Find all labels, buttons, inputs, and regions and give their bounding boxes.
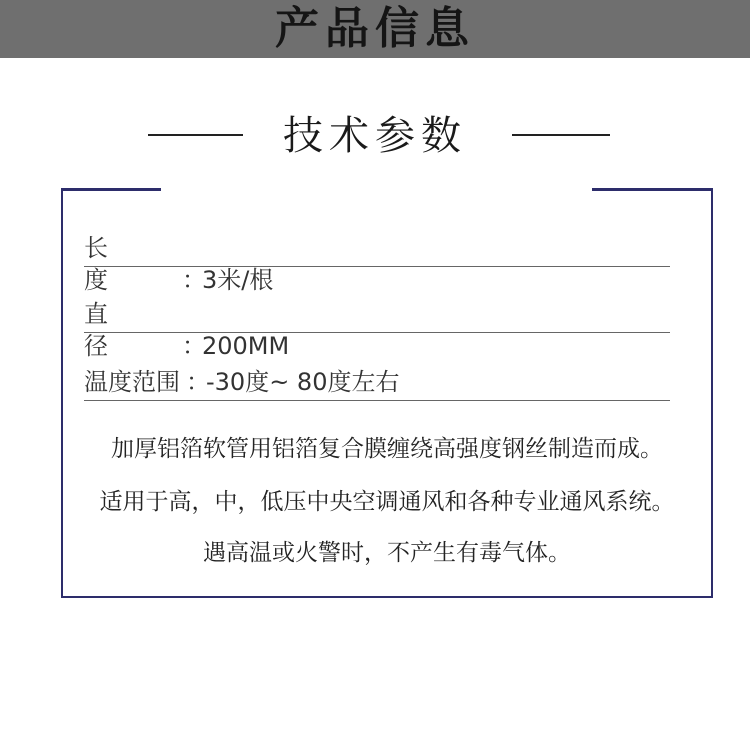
spec-label: 温度范围 <box>84 368 180 396</box>
spec-row-length <box>84 232 670 294</box>
spec-row-diameter <box>84 298 670 360</box>
description-line: 适用于高，中，低压中央空调通风和各种专业通风系统。 <box>99 489 675 515</box>
banner-title: 产品信息 <box>275 3 475 54</box>
section-title: 技术参数 <box>283 113 467 159</box>
section-header <box>0 106 750 166</box>
spec-label: 长 度 <box>84 234 156 294</box>
frame-top-left-edge <box>61 188 161 191</box>
header-right-rule <box>512 134 610 136</box>
spec-colon: ： <box>186 368 210 396</box>
frame-top-right-edge <box>592 188 711 191</box>
spec-label: 直 径 <box>84 300 156 360</box>
spec-value: 200MM <box>202 332 290 360</box>
spec-colon: ： <box>182 266 206 294</box>
spec-row-temperature <box>84 366 670 401</box>
description-line: 加厚铝箔软管用铝箔复合膜缠绕高强度钢丝制造而成。 <box>111 436 663 462</box>
spec-value: 3米/根 <box>202 266 274 294</box>
spec-colon: ： <box>182 332 206 360</box>
spec-value: -30度~ 80度左右 <box>206 368 400 396</box>
description-line: 遇高温或火警时，不产生有毒气体。 <box>203 540 571 566</box>
